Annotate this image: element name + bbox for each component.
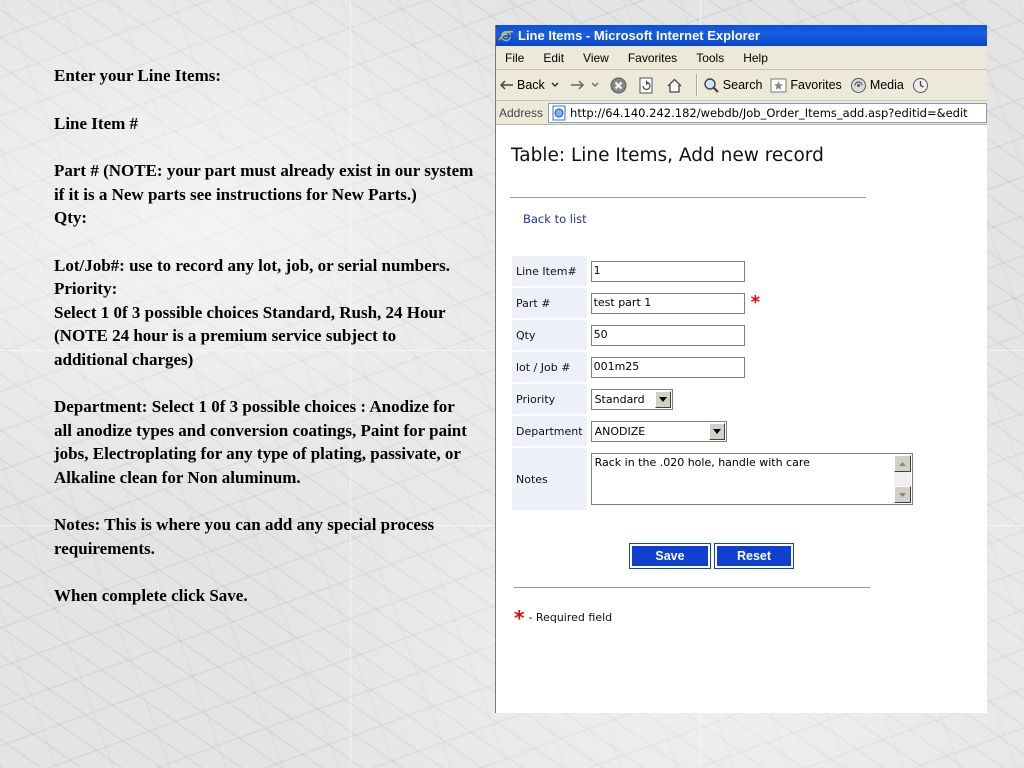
media-icon	[850, 77, 867, 94]
priority-selected-value: Standard	[594, 392, 645, 406]
chevron-down-icon	[591, 82, 599, 88]
part-label: Part #	[512, 288, 587, 318]
home-button[interactable]	[666, 77, 686, 94]
priority-select[interactable]	[591, 389, 673, 410]
browser-window	[495, 25, 987, 713]
history-icon	[912, 77, 929, 94]
lot-label: lot / Job #	[512, 352, 587, 382]
divider	[510, 197, 866, 198]
window-titlebar	[496, 25, 987, 46]
instructions-heading: Enter your Line Items:	[54, 66, 222, 85]
qty-label: Qty	[512, 320, 587, 350]
favorites-label: Favorites	[790, 78, 842, 92]
menu-bar	[496, 46, 987, 70]
favorites-button[interactable]	[770, 77, 841, 94]
menu-edit[interactable]: Edit	[543, 50, 565, 65]
required-star-icon: *	[750, 292, 760, 313]
notes-scrollbar[interactable]	[894, 455, 911, 503]
notes-value: Rack in the .020 hole, handle with care	[594, 456, 810, 469]
instructions-notes: Notes: This is where you can add any special process requirements.	[54, 515, 435, 558]
home-icon	[666, 77, 683, 94]
form-row-lot	[512, 352, 913, 382]
instructions-line-item: Line Item #	[54, 113, 139, 133]
dropdown-arrow-icon[interactable]	[655, 391, 671, 408]
media-label: Media	[869, 78, 904, 92]
line-item-input[interactable]: 1	[591, 261, 745, 282]
search-label: Search	[722, 78, 763, 92]
form-row-line-item	[512, 256, 913, 286]
reset-button[interactable]: Reset	[715, 544, 793, 568]
address-url: http://64.140.242.182/webdb/Job_Order_Items_add.asp?editid=&edit	[570, 105, 968, 120]
notes-label: Notes	[512, 448, 587, 510]
qty-input[interactable]: 50	[591, 325, 745, 346]
instructions-department: Department: Select 1 0f 3 possible choices : Anodize for all anodize types and conversion coatings, Paint for paint jobs, Electroplating for any type of plating, passivate, or Alkaline clean for Non aluminum.	[54, 397, 467, 487]
department-selected-value: ANODIZE	[594, 424, 646, 438]
instructions-lot: Lot/Job#: use to record any lot, job, or serial numbers.	[54, 255, 451, 275]
menu-favorites[interactable]: Favorites	[627, 50, 678, 65]
search-icon	[703, 77, 720, 94]
form-row-qty	[512, 320, 913, 350]
required-field-note	[514, 605, 613, 630]
scroll-up-icon[interactable]	[894, 455, 911, 472]
lot-input[interactable]: 001m25	[591, 357, 745, 378]
ie-logo-icon	[498, 28, 514, 44]
back-button[interactable]	[500, 78, 562, 92]
instructions-priority-label: Priority:	[54, 279, 118, 298]
dropdown-arrow-icon[interactable]	[709, 423, 725, 440]
instructions-priority-desc: Select 1 0f 3 possible choices Standard, Rush, 24 Hour (NOTE 24 hour is a premium service subject to additional charges)	[54, 302, 446, 369]
instructions-panel	[54, 64, 474, 608]
address-input[interactable]	[548, 103, 987, 123]
toolbar-separator	[696, 74, 697, 96]
back-to-list-link[interactable]: Back to list	[523, 212, 587, 226]
department-label: Department	[512, 416, 587, 446]
page-content	[496, 125, 987, 685]
stop-icon	[610, 77, 627, 94]
menu-tools[interactable]: Tools	[696, 50, 725, 65]
address-label: Address	[499, 105, 544, 120]
stop-button[interactable]	[610, 77, 630, 94]
department-select[interactable]	[591, 421, 727, 442]
form-row-department	[512, 416, 913, 446]
priority-label: Priority	[512, 384, 587, 414]
line-item-label: Line Item#	[512, 256, 587, 286]
save-button[interactable]: Save	[630, 544, 710, 568]
instructions-complete: When complete click Save.	[54, 586, 248, 605]
menu-file[interactable]: File	[505, 50, 525, 65]
address-bar	[496, 101, 987, 125]
back-arrow-icon	[500, 80, 514, 90]
instructions-qty: Qty:	[54, 208, 88, 227]
notes-textarea[interactable]	[591, 453, 913, 505]
search-button[interactable]	[703, 77, 763, 94]
history-button[interactable]	[912, 77, 932, 94]
refresh-button[interactable]	[638, 77, 658, 94]
forward-arrow-icon	[570, 80, 584, 90]
form-row-priority	[512, 384, 913, 414]
toolbar	[496, 70, 987, 101]
part-input[interactable]: test part 1	[591, 293, 745, 314]
favorites-star-icon	[770, 77, 787, 94]
window-title: Line Items - Microsoft Internet Explorer	[518, 28, 760, 43]
page-title: Table: Line Items, Add new record	[511, 145, 824, 166]
required-star-icon: *	[514, 605, 525, 630]
instructions-part: Part # (NOTE: your part must already exist in our system if it is a New parts see instructions for New Parts.)	[54, 161, 474, 204]
divider	[514, 587, 870, 588]
form-row-part	[512, 288, 913, 318]
page-icon	[551, 105, 567, 121]
media-button[interactable]	[850, 77, 904, 94]
required-field-text: - Required field	[528, 611, 613, 624]
form-row-notes	[512, 448, 913, 510]
menu-view[interactable]: View	[583, 50, 609, 65]
record-form	[510, 254, 915, 512]
forward-button[interactable]	[570, 80, 602, 90]
refresh-icon	[638, 77, 655, 94]
chevron-down-icon	[551, 82, 559, 88]
back-label: Back	[517, 78, 545, 92]
scroll-down-icon[interactable]	[894, 486, 911, 503]
menu-help[interactable]: Help	[743, 50, 768, 65]
